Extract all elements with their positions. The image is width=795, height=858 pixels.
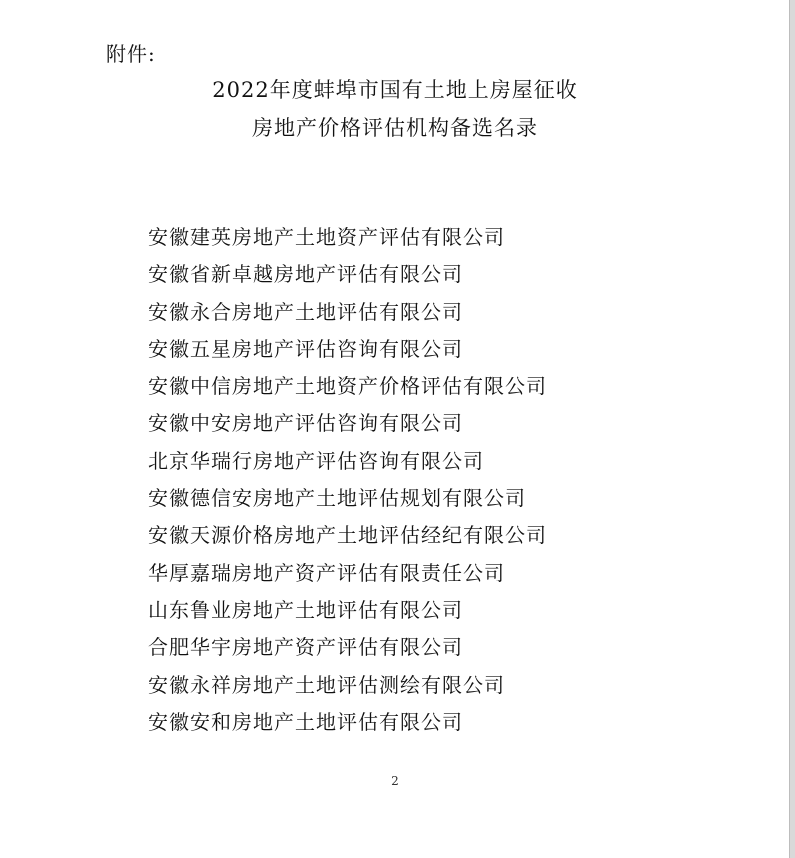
organization-item: 安徽五星房地产评估咨询有限公司 — [148, 336, 463, 361]
organization-item: 安徽天源价格房地产土地评估经纪有限公司 — [148, 523, 547, 548]
organization-list — [148, 225, 547, 747]
organization-item: 安徽永合房地产土地评估有限公司 — [148, 299, 463, 324]
document-title-line-2: 房地产价格评估机构备选名录 — [252, 116, 538, 140]
page-number: 2 — [391, 774, 399, 788]
organization-item: 安徽中信房地产土地资产价格评估有限公司 — [148, 374, 547, 399]
organization-item: 华厚嘉瑞房地产资产评估有限责任公司 — [148, 560, 505, 585]
attachment-label: 附件: — [106, 42, 156, 66]
organization-item: 合肥华宇房地产资产评估有限公司 — [148, 635, 463, 660]
organization-item: 北京华瑞行房地产评估咨询有限公司 — [148, 448, 484, 473]
organization-item: 安徽建英房地产土地资产评估有限公司 — [148, 225, 505, 249]
page-edge-divider — [789, 0, 795, 858]
organization-item: 安徽中安房地产评估咨询有限公司 — [148, 411, 463, 436]
document-title-line-1: 2022年度蚌埠市国有土地上房屋征收 — [212, 78, 578, 102]
organization-item: 安徽德信安房地产土地评估规划有限公司 — [148, 486, 526, 511]
organization-item: 山东鲁业房地产土地评估有限公司 — [148, 597, 463, 622]
organization-item: 安徽省新卓越房地产评估有限公司 — [148, 262, 463, 287]
organization-item: 安徽安和房地产土地评估有限公司 — [148, 709, 463, 734]
organization-item: 安徽永祥房地产土地评估测绘有限公司 — [148, 672, 505, 697]
